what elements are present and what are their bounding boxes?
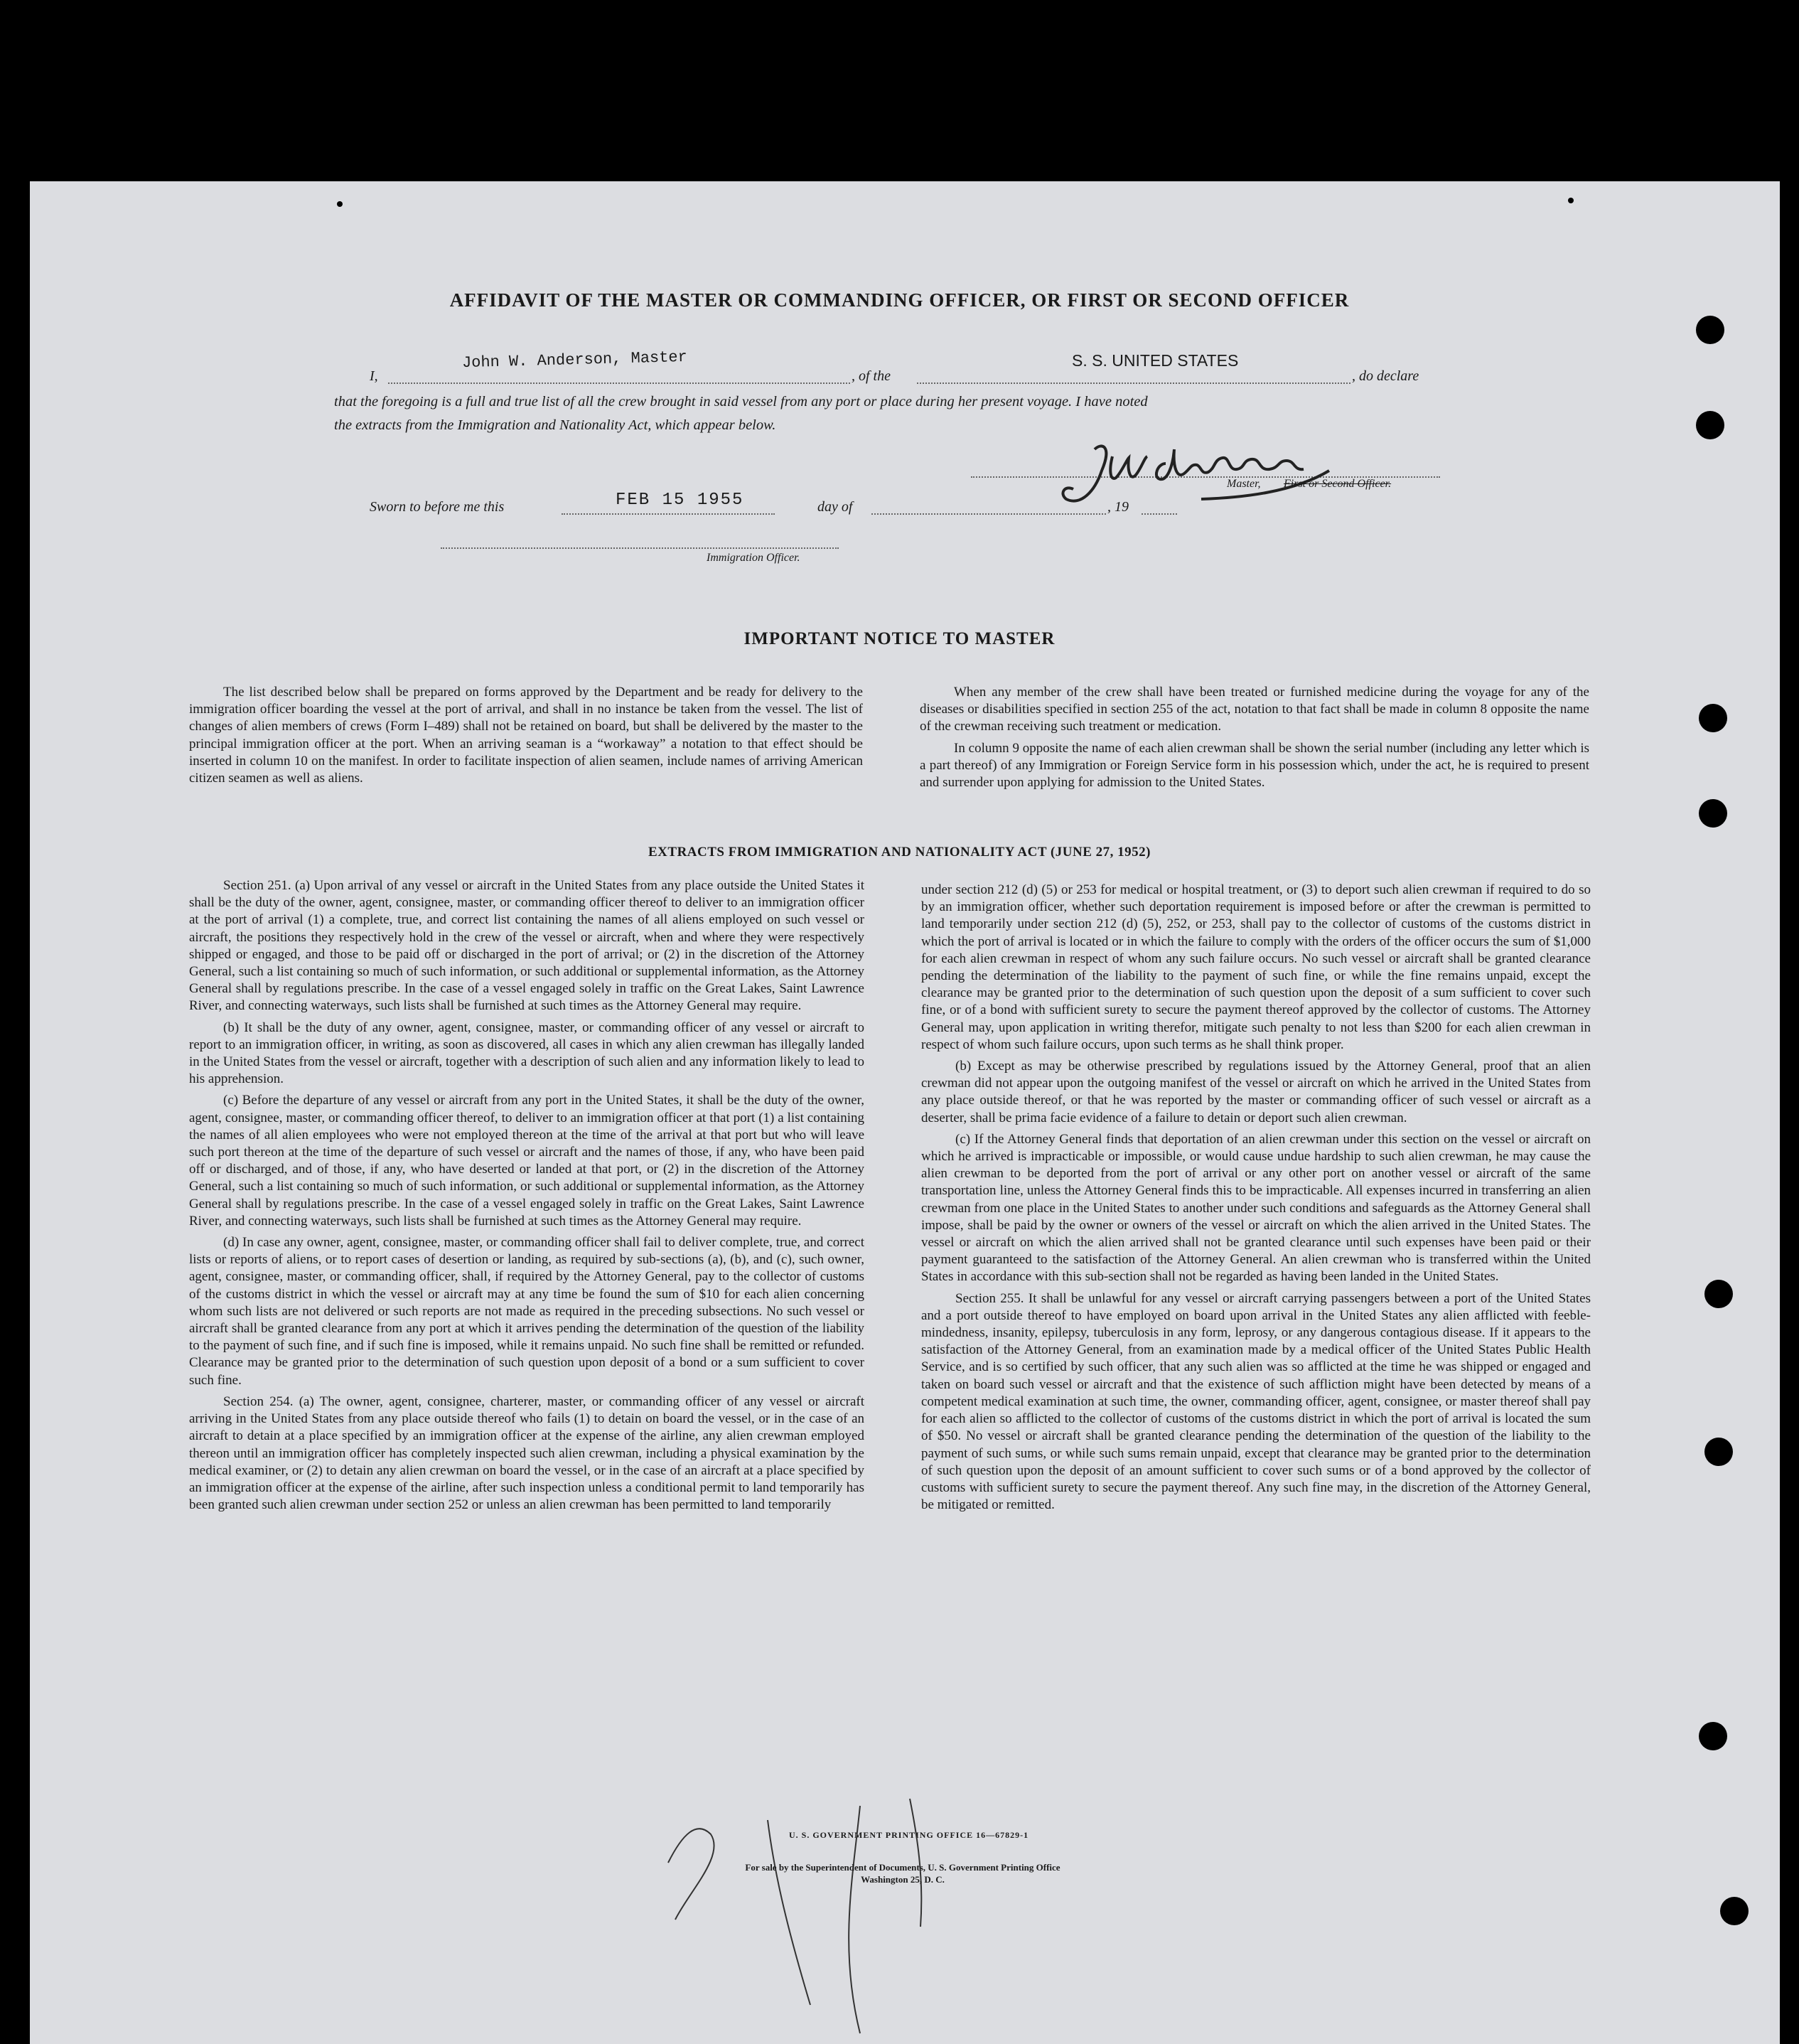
punch-hole — [1720, 1897, 1749, 1925]
affidavit-title: AFFIDAVIT OF THE MASTER OR COMMANDING OFFICER, OR FIRST OR SECOND OFFICER — [449, 289, 1350, 311]
extracts-left-column — [189, 877, 864, 1518]
section-255: Section 255. It shall be unlawful for any vessel or aircraft carrying passengers between a port of the United States and a port outside thereof to have employed on board upon arrival in the United States any alien afflicted with feeble-mindedness, insanity, epilepsy, tuberculosis in any form, leprosy, or any dangerous contagious disease. If it appears to the satisfaction of the Attorney General, from an examination made by a medical officer of the United States Public Health Service, and is so certified by such officer, that any such alien was so afflicted at the time he was shipped or engaged and taken on board such vessel or aircraft and that the existence of such affliction might have been detected by means of a competent medical examination at such time, the owner, commanding officer, agent, consignee, or master thereof shall pay for each alien so afflicted to the collector of customs of the customs district in which the port of arrival is located the sum of $50. No vessel or aircraft shall be granted clearance pending the determination of the question of the liability to the payment of such sums, or while such sums remain unpaid, except that clearance may be granted prior to the determination of such question upon the deposit of an amount sufficient to cover such sums or of a bond approved by the collector of customs with sufficient surety to secure the payment thereof. Any such fine may, in the discretion of the Attorney General, be mitigated or remitted. — [921, 1290, 1591, 1513]
punch-hole — [1699, 704, 1727, 732]
month-fill-line — [871, 513, 1106, 515]
notice-right-column — [920, 684, 1589, 796]
section-254-c: (c) If the Attorney General finds that deportation of an alien crewman under this section on the vessel or aircraft on which he arrived is impracticable or impossible, or would cause undue hardship to such alien crewman, he may cause the alien crewman to be deported from the port of arrival or any other port on another vessel or aircraft of the same transportation line, unless the Attorney General finds this to be impracticable. All expenses incurred in transferring an alien crewman from one place in the United States to another under such conditions and safeguards as the Attorney General shall impose, shall be paid by the owner or owners of the vessel or aircraft on which the alien arrived in the United States. The vessel or aircraft on which the alien arrived shall not be granted clearance until such expenses have been paid or their payment guaranteed to the satisfaction of the Attorney General. An alien crewman who is transferred within the United States in accordance with this sub-section shall not be regarded as having been landed in the United States. — [921, 1131, 1591, 1285]
sale-line-1: For sale by the Superintendent of Documents, U. S. Government Printing Office — [745, 1862, 1060, 1873]
punch-hole — [1699, 1722, 1727, 1750]
section-254-a: Section 254. (a) The owner, agent, consignee, charterer, master, or commanding officer of any vessel or aircraft arriving in the United States from any place outside thereof who fails (1) to detain on board the vessel, or in the case of an aircraft to detain at a place specified by an immigration officer at the expense of the airline, any alien crewman employed thereon until an immigration officer has completely inspected such alien crewman, including a physical examination by the medical examiner, or (2) to detain any alien crewman on board the vessel, or in the case of an aircraft at a place specified by an immigration officer at the expense of the airline, after such inspection unless a conditional permit to land temporarily has been granted such alien crewman under section 252 or unless an alien crewman has been permitted to land temporarily — [189, 1393, 864, 1513]
immigration-officer-label: Immigration Officer. — [707, 552, 800, 564]
notice-right-paragraph-1: When any member of the crew shall have been treated or furnished medicine during the voyage for any of the diseases or disabilities specified in section 255 of the act, notation to that fact shall be made in column 8 opposite the name of the crewman receiving such treatment or medication. — [920, 685, 1589, 734]
section-251-a: Section 251. (a) Upon arrival of any vessel or aircraft in the United States from any place outside the United States it shall be the duty of the owner, agent, consignee, master, or commanding officer thereof to deliver to an immigration officer at the port of arrival (1) a complete, true, and correct list containing the names of all aliens employed on such vessel or aircraft, the positions they respectively hold in the crew of the vessel or aircraft, when and where they were respectively shipped or engaged, and those to be paid off or discharged in the port of arrival; or (2) in the discretion of the Attorney General, such a list containing so much of such information, or such additional or supplemental information, as the Attorney General shall by regulations prescribe. In the case of a vessel engaged solely in traffic on the Great Lakes, Saint Lawrence River, and connecting waterways, such lists shall be furnished at such times as the Attorney General may require. — [189, 878, 864, 1014]
sale-line-2: Washington 25, D. C. — [861, 1874, 945, 1885]
master-name-value: John W. Anderson, Master — [461, 348, 688, 373]
do-declare-label: , do declare — [1352, 368, 1419, 384]
of-the-label: , of the — [852, 368, 891, 384]
section-254-a-continued: under section 212 (d) (5) or 253 for medical or hospital treatment, or (3) to deport such alien crewman if required to do so by an immigration officer, whether such deportation requirement is imposed before or after the crewman is permitted to land temporarily under section 212 (d) (5), 252, or 253, shall pay to the collector of customs of the customs district in which the port of arrival is located or in which the failure to comply with the orders of the officer occurs the sum of $1,000 for each alien crewman in respect of whom any such failure occurs. No such vessel or aircraft shall be granted clearance pending the determination of the liability to the payment of such fine, or while the fine remains unpaid, except the clearance may be granted prior to the determination of such question upon the deposit of a sum sufficient to cover such fine, or of a bond with sufficient surety to secure the payment thereof approved by the collector of customs. The Attorney General may, upon application in writing therefor, mitigate such penalty to not less than $200 for each alien crewman in respect of whom such failure occurs, upon such terms as he shall think proper. — [921, 882, 1591, 1052]
i-label: I, — [370, 368, 378, 384]
punch-hole — [1696, 316, 1724, 344]
section-251-b: (b) It shall be the duty of any owner, agent, consignee, master, or commanding officer of any vessel or aircraft to report to an immigration officer, in writing, as soon as discovered, all cases in which any alien crewman has illegally landed in the United States from the vessel or aircraft, together with a description of such alien and any information likely to lead to his apprehension. — [189, 1020, 864, 1087]
year-label: , 19 — [1107, 499, 1129, 515]
struck-officer-label: First or Second Officer. — [1284, 478, 1392, 490]
sworn-date-fill-line — [562, 513, 775, 515]
notice-left-column — [189, 684, 863, 791]
punch-hole — [1696, 411, 1724, 439]
year-fill-line — [1142, 513, 1177, 515]
name-fill-line — [388, 382, 850, 384]
extracts-title: EXTRACTS FROM IMMIGRATION AND NATIONALITY ACT (JUNE 27, 1952) — [648, 845, 1151, 860]
speck-mark — [337, 201, 343, 207]
statement-line-2: the extracts from the Immigration and Nationality Act, which appear below. — [334, 417, 776, 433]
master-title-label: Master, — [1227, 478, 1261, 490]
notice-right-paragraph-2: In column 9 opposite the name of each alien crewman shall be shown the serial number (including any letter which is a part thereof) of any Immigration or Foreign Service form in his possession which, under the act, he is required to present and surrender upon applying for admission to the United States. — [920, 740, 1589, 791]
notice-left-paragraph: The list described below shall be prepared on forms approved by the Department and be ready for delivery to the immigration officer boarding the vessel at the port of arrival, and shall in no instance be taken from the vessel. The list of changes of alien members of crews (Form I–489) shall not be retained on board, but shall be delivered by the master to the principal immigration officer at the port. When an arriving seaman is a “workaway” a notation to that effect should be inserted in column 10 on the manifest. In order to facilitate inspection of alien seamen, include names of arriving American citizen seamen as well as aliens. — [189, 685, 863, 786]
date-stamp: FEB 15 1955 — [616, 491, 744, 510]
immigration-officer-fill-line — [441, 547, 839, 549]
vessel-name-value: S. S. UNITED STATES — [1072, 351, 1239, 370]
punch-hole — [1704, 1280, 1733, 1308]
section-251-d: (d) In case any owner, agent, consignee, master, or commanding officer shall fail to deliver complete, true, and correct lists or reports of aliens, or to report cases of desertion or landing, as required by sub-sections (a), (b), and (c), such owner, agent, consignee, master, or commanding officer, shall, if required by the Attorney General, pay to the collector of customs of the customs district in which the vessel or aircraft may at any time be found the sum of $10 for each alien concerning whom such lists are not delivered or such reports are not made as required in the preceding subsections. No such vessel or aircraft shall be granted clearance from any port at which it arrives pending the determination of the question of the liability to the payment of such fine, and if such fine is imposed, while it remains unpaid. No such fine shall be remitted or refunded. Clearance may be granted prior to the determination of such question upon deposit of a bond or a sum sufficient to cover such fine. — [189, 1235, 864, 1388]
printing-office-line: U. S. GOVERNMENT PRINTING OFFICE 16—67829-1 — [789, 1830, 1029, 1840]
statement-line-1: that the foregoing is a full and true list of all the crew brought in said vessel from any port or place during her present voyage. I have noted — [334, 394, 1148, 410]
sworn-label: Sworn to before me this — [370, 499, 505, 515]
pen-scribble — [625, 1792, 1009, 2044]
punch-hole — [1699, 799, 1727, 828]
speck-mark — [1568, 198, 1574, 203]
day-of-label: day of — [817, 499, 853, 515]
section-251-c: (c) Before the departure of any vessel or aircraft from any port in the United States, it shall be the duty of the owner, agent, consignee, master, or commanding officer thereof, to deliver to an immigration officer at that port (1) a list containing the names of all alien employees who were not employed thereon at the time of the arrival at that port but who will leave such port thereon at the time of the departure of such vessel or aircraft and the names of those, if any, who have been paid off or discharged, and of those, if any, who have deserted or landed at that port, or (2) in the discretion of the Attorney General, such a list containing so much of such information, or such additional or supplemental information, as the Attorney General shall by regulations prescribe. In the case of a vessel engaged solely in traffic on the Great Lakes, Saint Lawrence River, and connecting waterways, such lists shall be furnished at such times as the Attorney General may require. — [189, 1093, 864, 1229]
sale-notice — [640, 1861, 1166, 1885]
notice-title: IMPORTANT NOTICE TO MASTER — [743, 629, 1056, 648]
vessel-fill-line — [917, 382, 1350, 384]
punch-hole — [1704, 1438, 1733, 1466]
section-254-b: (b) Except as may be otherwise prescribed by regulations issued by the Attorney General, proof that an alien crewman did not appear upon the outgoing manifest of the vessel or aircraft on which he arrived in the United States from any place outside thereof, or that he was reported by the master or commanding officer of such vessel or aircraft as a deserter, shall be prima facie evidence of a failure to detain or deport such alien crewman. — [921, 1059, 1591, 1125]
extracts-right-column — [921, 882, 1591, 1518]
